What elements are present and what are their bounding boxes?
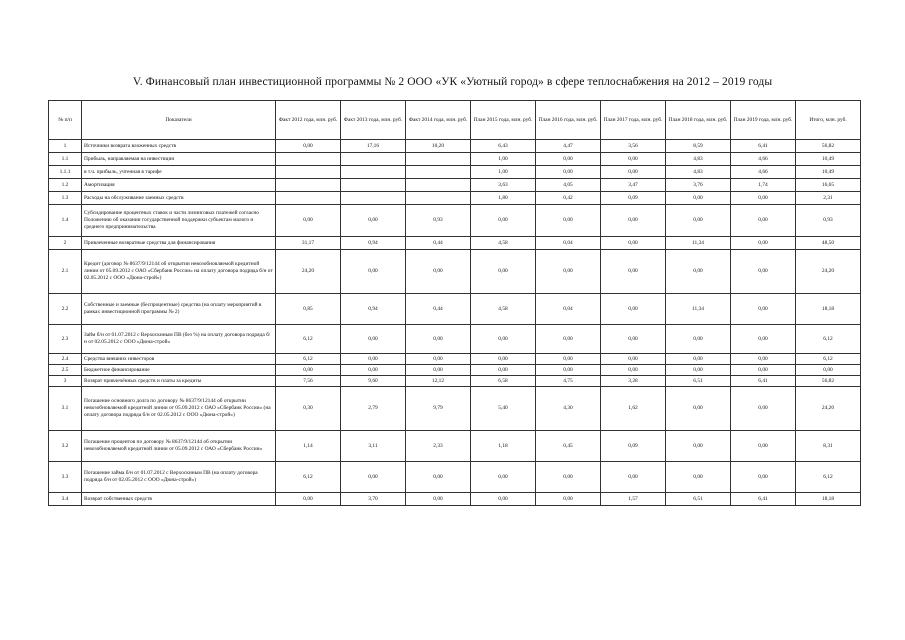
value-cell: 3,11 [341, 431, 406, 462]
value-cell: 0,00 [731, 387, 796, 431]
value-cell: 9,79 [406, 387, 471, 431]
value-cell: 0,00 [601, 294, 666, 325]
value-cell [276, 192, 341, 205]
table-row [49, 140, 861, 153]
value-cell: 0,00 [666, 431, 731, 462]
value-cell: 0,00 [471, 250, 536, 294]
value-cell: 0,93 [406, 205, 471, 237]
value-cell [341, 179, 406, 192]
value-cell: 24,20 [276, 250, 341, 294]
value-cell: 6,12 [796, 325, 861, 354]
value-cell: 6,41 [731, 493, 796, 506]
value-cell: 0,00 [731, 192, 796, 205]
column-header: Показатели [82, 101, 276, 140]
value-cell: 10,49 [796, 166, 861, 179]
value-cell: 3,63 [471, 179, 536, 192]
value-cell: 0,00 [601, 237, 666, 250]
row-label: Кредит (договор № 8637/9/12144 об открытии невозобновляемой кредитной линии от 05.09.2012 с ОАО «Сбербанк России» на оплату договора подряда б/н от 02.05.2012 с ООО «Дюна-строй») [82, 250, 276, 294]
value-cell: 11,34 [666, 294, 731, 325]
value-cell: 0,00 [406, 462, 471, 493]
row-label: Средства внешних инвесторов [82, 354, 276, 365]
value-cell: 0,04 [536, 237, 601, 250]
table-row [49, 376, 861, 387]
value-cell: 0,00 [341, 325, 406, 354]
value-cell [406, 166, 471, 179]
value-cell [341, 166, 406, 179]
value-cell: 56,82 [796, 140, 861, 153]
value-cell: 0,85 [276, 294, 341, 325]
value-cell: 6,12 [276, 354, 341, 365]
value-cell: 0,00 [536, 365, 601, 376]
value-cell: 10,20 [406, 140, 471, 153]
value-cell: 0,00 [666, 192, 731, 205]
value-cell: 17,16 [341, 140, 406, 153]
value-cell: 0,00 [406, 325, 471, 354]
table-row [49, 365, 861, 376]
value-cell: 9,60 [341, 376, 406, 387]
value-cell: 4,58 [471, 237, 536, 250]
column-header: Итого, млн. руб. [796, 101, 861, 140]
column-header: План 2019 года, млн. руб. [731, 101, 796, 140]
table-row [49, 493, 861, 506]
value-cell: 0,00 [601, 325, 666, 354]
value-cell [276, 166, 341, 179]
row-number: 2.1 [49, 250, 82, 294]
value-cell: 0,00 [536, 493, 601, 506]
table-row [49, 192, 861, 205]
row-label: Займ б/н от 01.07.2012 с Верхоскиным ПВ (без %) на оплату договора подряда б/н от 02.05.2012 с ООО «Дюна-строй» [82, 325, 276, 354]
value-cell: 0,93 [796, 205, 861, 237]
value-cell: 1,14 [276, 431, 341, 462]
row-label: Возврат собственных средств [82, 493, 276, 506]
value-cell: 2,31 [796, 192, 861, 205]
value-cell: 0,00 [731, 354, 796, 365]
row-label: Погашение процентов по договору № 8637/9/12144 об открытии невозобновляемой кредитной линии от 05.09.2012 с ОАО «Сбербанк России» [82, 431, 276, 462]
value-cell: 4,30 [536, 387, 601, 431]
column-header: План 2018 года, млн. руб. [666, 101, 731, 140]
row-number: 1.2 [49, 179, 82, 192]
value-cell: 2,33 [406, 431, 471, 462]
value-cell: 0,00 [601, 462, 666, 493]
value-cell: 0,42 [536, 192, 601, 205]
value-cell: 0,00 [406, 354, 471, 365]
table-row [49, 250, 861, 294]
row-number: 3.2 [49, 431, 82, 462]
value-cell: 31,17 [276, 237, 341, 250]
value-cell: 0,44 [406, 237, 471, 250]
column-header: План 2017 года, млн. руб. [601, 101, 666, 140]
value-cell: 0,00 [471, 365, 536, 376]
value-cell: 6,58 [471, 376, 536, 387]
row-number: 3.3 [49, 462, 82, 493]
value-cell [276, 153, 341, 166]
value-cell: 12,12 [406, 376, 471, 387]
row-number: 3 [49, 376, 82, 387]
row-number: 2.4 [49, 354, 82, 365]
value-cell: 0,00 [276, 205, 341, 237]
value-cell: 2,79 [341, 387, 406, 431]
value-cell: 6,51 [666, 493, 731, 506]
value-cell: 0,00 [731, 237, 796, 250]
value-cell: 0,00 [731, 294, 796, 325]
value-cell [406, 192, 471, 205]
value-cell [341, 192, 406, 205]
value-cell: 6,41 [731, 140, 796, 153]
value-cell: 0,00 [471, 325, 536, 354]
value-cell: 3,76 [666, 179, 731, 192]
row-label: Собственные и заемные (беспроцентные) средства (на оплату мероприятий в рамках инвестиционной программы № 2) [82, 294, 276, 325]
value-cell: 4,05 [536, 179, 601, 192]
value-cell: 0,00 [536, 205, 601, 237]
value-cell: 24,20 [796, 250, 861, 294]
value-cell: 0,00 [666, 325, 731, 354]
value-cell: 0,00 [601, 166, 666, 179]
page-title: V. Финансовый план инвестиционной программы № 2 ООО «УК «Уютный город» в сфере теплоснабжения на 2012 – 2019 годы [132, 76, 773, 88]
value-cell: 0,09 [601, 192, 666, 205]
value-cell: 6,12 [276, 325, 341, 354]
value-cell: 4,66 [731, 166, 796, 179]
value-cell: 0,00 [731, 462, 796, 493]
table-row [49, 205, 861, 237]
value-cell: 1,18 [471, 431, 536, 462]
value-cell: 0,00 [731, 431, 796, 462]
table-row [49, 325, 861, 354]
table-body [49, 140, 861, 506]
value-cell: 0,45 [536, 431, 601, 462]
value-cell: 0,00 [731, 325, 796, 354]
value-cell: 0,00 [536, 166, 601, 179]
header-row [49, 101, 861, 140]
value-cell: 4,47 [536, 140, 601, 153]
value-cell: 6,12 [276, 462, 341, 493]
value-cell: 1,74 [731, 179, 796, 192]
row-number: 2.3 [49, 325, 82, 354]
value-cell: 6,43 [471, 140, 536, 153]
column-header: № п/п [49, 101, 82, 140]
row-label: Расходы на обслуживание заемных средств [82, 192, 276, 205]
value-cell: 4,83 [666, 153, 731, 166]
row-label: Прибыль, направляемая на инвестиции [82, 153, 276, 166]
row-number: 1.1.1 [49, 166, 82, 179]
value-cell: 1,57 [601, 493, 666, 506]
value-cell: 0,44 [406, 294, 471, 325]
value-cell: 0,00 [536, 250, 601, 294]
row-number: 2 [49, 237, 82, 250]
value-cell: 0,94 [341, 294, 406, 325]
table-row [49, 237, 861, 250]
value-cell: 0,00 [731, 250, 796, 294]
value-cell: 6,12 [796, 354, 861, 365]
table-row [49, 179, 861, 192]
value-cell: 0,00 [731, 365, 796, 376]
table-row [49, 431, 861, 462]
value-cell: 48,50 [796, 237, 861, 250]
value-cell: 4,75 [536, 376, 601, 387]
table-row [49, 354, 861, 365]
column-header: Факт 2013 года, млн. руб. [341, 101, 406, 140]
value-cell: 6,12 [796, 462, 861, 493]
column-header: План 2015 года, млн. руб. [471, 101, 536, 140]
value-cell: 0,00 [601, 250, 666, 294]
value-cell: 0,00 [601, 365, 666, 376]
value-cell: 0,00 [666, 354, 731, 365]
value-cell: 18,18 [796, 294, 861, 325]
table-row [49, 294, 861, 325]
row-number: 2.5 [49, 365, 82, 376]
value-cell: 0,00 [666, 205, 731, 237]
row-number: 1.1 [49, 153, 82, 166]
value-cell: 0,00 [471, 493, 536, 506]
value-cell: 4,66 [731, 153, 796, 166]
value-cell: 0,00 [536, 354, 601, 365]
value-cell: 0,00 [666, 462, 731, 493]
value-cell: 0,00 [406, 365, 471, 376]
value-cell: 0,00 [341, 250, 406, 294]
value-cell: 0,00 [601, 153, 666, 166]
value-cell: 0,00 [471, 205, 536, 237]
row-label: Погашение основного долга по договору № 8637/9/12144 об открытии невозобновляемой кредитной линии от 05.09.2012 с ОАО «Сбербанк России» (на оплату договора подряда б/н от 02.05.2012 с ООО «Дюна-строй») [82, 387, 276, 431]
value-cell: 1,80 [471, 192, 536, 205]
value-cell: 0,09 [601, 431, 666, 462]
value-cell: 5,40 [471, 387, 536, 431]
value-cell: 3,47 [601, 179, 666, 192]
row-number: 1.3 [49, 192, 82, 205]
value-cell: 3,28 [601, 376, 666, 387]
value-cell: 6,41 [731, 376, 796, 387]
value-cell: 8,59 [666, 140, 731, 153]
value-cell: 11,34 [666, 237, 731, 250]
value-cell: 0,00 [276, 493, 341, 506]
value-cell: 10,49 [796, 153, 861, 166]
row-label: Бюджетное финансирование [82, 365, 276, 376]
value-cell: 0,04 [536, 294, 601, 325]
column-header: Факт 2012 года, млн. руб. [276, 101, 341, 140]
value-cell: 24,20 [796, 387, 861, 431]
value-cell: 0,00 [406, 493, 471, 506]
value-cell: 3,56 [601, 140, 666, 153]
column-header: Факт 2014 года, млн. руб. [406, 101, 471, 140]
value-cell [406, 179, 471, 192]
row-label: Субсидирование процентных ставок и части лизинговых платежей согласно Положению об оказании государственной поддержки субъектам малого и среднего предпринимательства [82, 205, 276, 237]
row-number: 2.2 [49, 294, 82, 325]
table-row [49, 153, 861, 166]
value-cell: 0,00 [731, 205, 796, 237]
row-number: 3.1 [49, 387, 82, 431]
value-cell: 0,30 [276, 387, 341, 431]
value-cell: 0,00 [341, 205, 406, 237]
value-cell: 0,00 [341, 365, 406, 376]
value-cell: 18,18 [796, 493, 861, 506]
value-cell: 3,70 [341, 493, 406, 506]
value-cell: 0,00 [536, 153, 601, 166]
value-cell [276, 179, 341, 192]
table-row [49, 387, 861, 431]
value-cell: 56,82 [796, 376, 861, 387]
value-cell: 0,00 [796, 365, 861, 376]
value-cell: 0,00 [276, 365, 341, 376]
value-cell: 0,00 [601, 354, 666, 365]
table-row [49, 166, 861, 179]
row-label: Амортизация [82, 179, 276, 192]
value-cell: 0,00 [536, 325, 601, 354]
financial-plan-table [48, 100, 861, 506]
value-cell: 4,58 [471, 294, 536, 325]
value-cell: 4,83 [666, 166, 731, 179]
value-cell: 0,00 [341, 354, 406, 365]
value-cell: 16,65 [796, 179, 861, 192]
table-row [49, 462, 861, 493]
row-label: Источники возврата вложенных средств [82, 140, 276, 153]
row-label: Привлеченные возвратные средства для финансирования [82, 237, 276, 250]
row-number: 1 [49, 140, 82, 153]
value-cell: 6,51 [666, 376, 731, 387]
row-label: в т.ч. прибыль, учтенная в тарифе [82, 166, 276, 179]
value-cell: 0,00 [536, 462, 601, 493]
value-cell: 7,56 [276, 376, 341, 387]
row-number: 1.4 [49, 205, 82, 237]
value-cell: 1,00 [471, 166, 536, 179]
value-cell [341, 153, 406, 166]
row-label: Погашение займа б/н от 01.07.2012 с Верхоскиным ПВ (на оплату договора подряда б/н от 02.05.2012 с ООО «Дюна-строй») [82, 462, 276, 493]
value-cell: 8,31 [796, 431, 861, 462]
value-cell: 0,00 [471, 462, 536, 493]
value-cell [406, 153, 471, 166]
value-cell: 0,00 [666, 365, 731, 376]
value-cell: 0,00 [601, 205, 666, 237]
value-cell: 0,00 [666, 250, 731, 294]
value-cell: 1,62 [601, 387, 666, 431]
value-cell: 0,00 [276, 140, 341, 153]
row-label: Возврат привлечённых средств и платы за кредиты [82, 376, 276, 387]
value-cell: 0,00 [471, 354, 536, 365]
value-cell: 1,00 [471, 153, 536, 166]
column-header: План 2016 года, млн. руб. [536, 101, 601, 140]
value-cell: 0,00 [406, 250, 471, 294]
value-cell: 0,94 [341, 237, 406, 250]
value-cell: 0,00 [666, 387, 731, 431]
row-number: 3.4 [49, 493, 82, 506]
value-cell: 0,00 [341, 462, 406, 493]
